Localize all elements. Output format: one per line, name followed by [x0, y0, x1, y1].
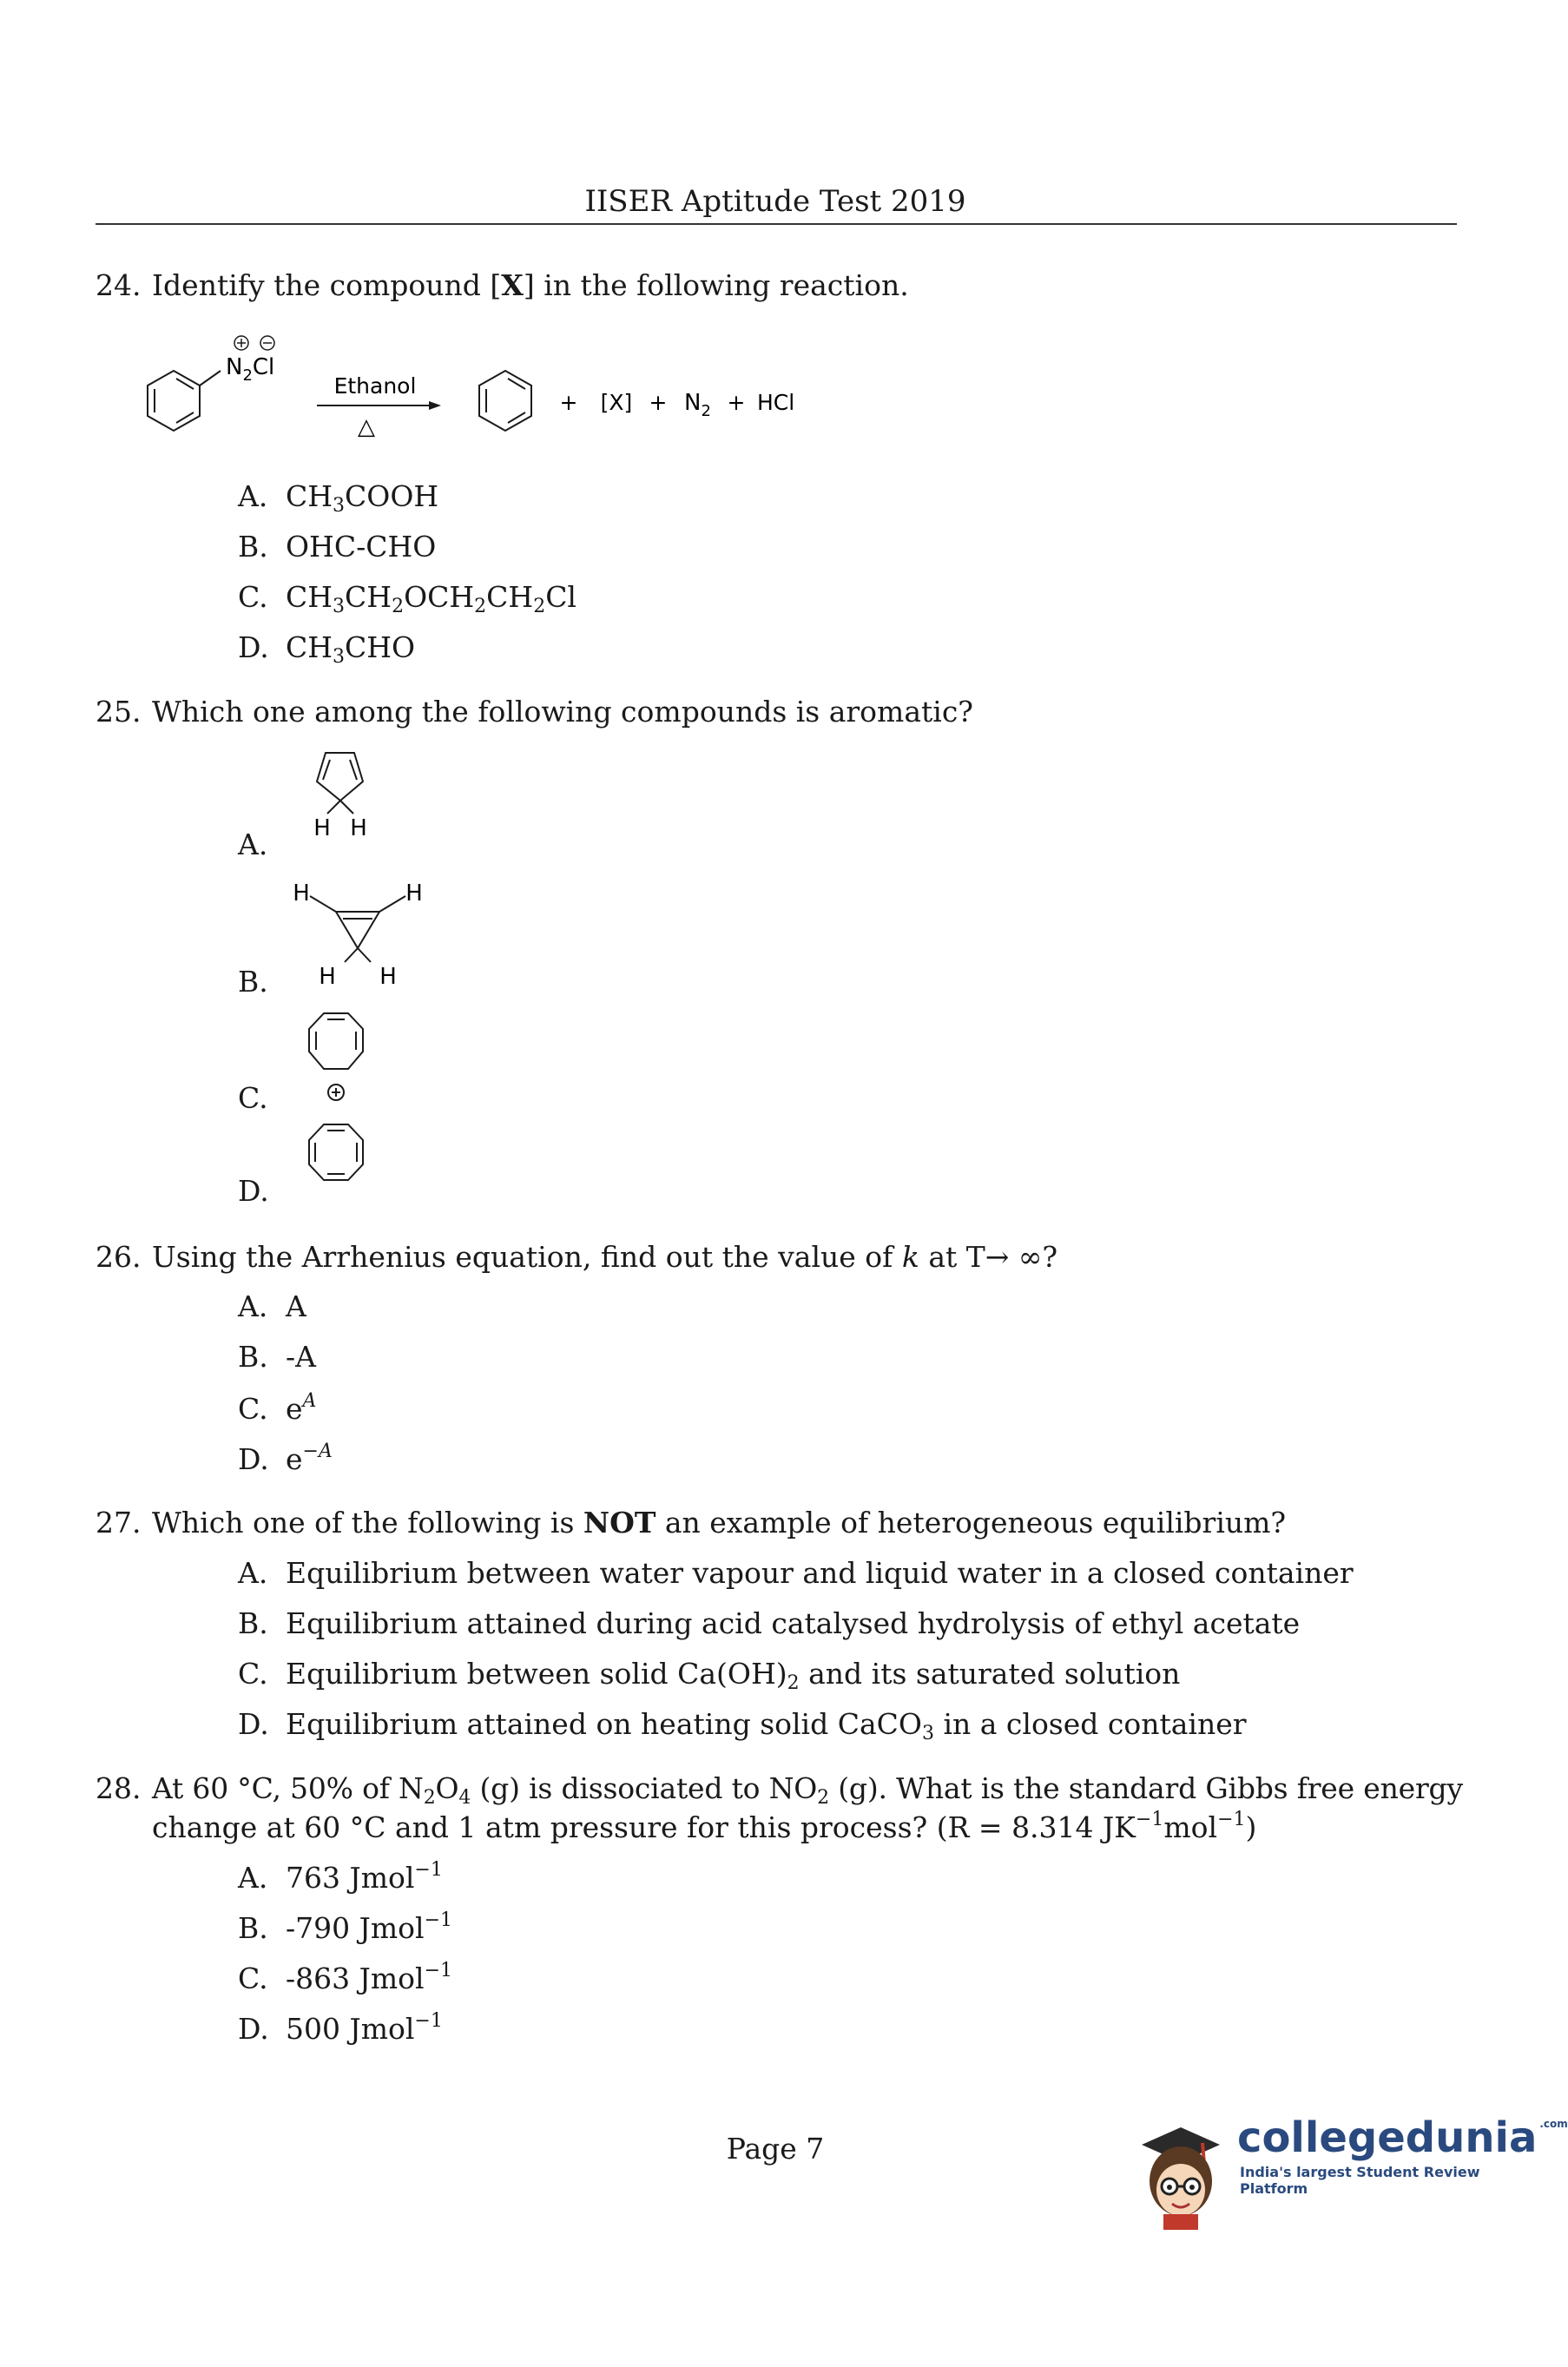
- option-25-c[interactable]: C.: [238, 1081, 268, 1115]
- option-27-c[interactable]: C. Equilibrium between solid $Ca(OH)_2$ and its saturated solution: [238, 1657, 1181, 1694]
- tropylium-structure: [282, 1003, 386, 1107]
- option-25-d[interactable]: D.: [238, 1174, 269, 1208]
- option-24-b[interactable]: B. OHC-CHO: [238, 530, 437, 564]
- option-26-a[interactable]: A. A: [238, 1289, 306, 1323]
- hcl-label: HCl: [757, 390, 795, 415]
- svg-text:H: H: [293, 880, 310, 907]
- option-27-b[interactable]: B. Equilibrium attained during acid catalysed hydrolysis of ethyl acetate: [238, 1606, 1301, 1640]
- question-26-number: 26.: [96, 1240, 142, 1274]
- n2-label: $N_2$: [684, 390, 711, 420]
- option-26-b[interactable]: B. -A: [238, 1340, 316, 1374]
- question-27-text: Which one of the following is NOT an example of heterogeneous equilibrium?: [152, 1506, 1287, 1540]
- question-28-line2: change at 60 °C and 1 atm pressure for this process? (R = 8.314 $JK^{-1}mol^{-1}$): [152, 1809, 1257, 1844]
- svg-text:H: H: [350, 815, 367, 841]
- svg-text:H: H: [379, 964, 397, 990]
- option-26-c[interactable]: C. $e^A$: [238, 1390, 317, 1426]
- option-28-d[interactable]: D. 500 Jmol$^{-1}$: [238, 2010, 443, 2046]
- x-compound-label: [X]: [600, 390, 633, 415]
- option-25-b[interactable]: B.: [238, 965, 268, 999]
- option-28-a[interactable]: A. 763 Jmol$^{-1}$: [238, 1859, 443, 1895]
- condition-ethanol: Ethanol: [333, 373, 417, 399]
- question-25-text: Which one among the following compounds is aromatic?: [152, 695, 973, 729]
- option-24-c[interactable]: C. $CH_3CH_2OCH_2CH_2Cl$: [238, 580, 576, 617]
- question-28-line1: At 60 °C, 50% of $N_2O_4$ (g) is dissociated to $NO_2$ (g). What is the standard Gibbs free energy: [152, 1771, 1463, 1809]
- cyclopentadiene-structure: [282, 742, 386, 855]
- question-28-number: 28.: [96, 1771, 142, 1805]
- heat-symbol: △: [358, 414, 375, 440]
- question-27-number: 27.: [96, 1506, 142, 1540]
- page-header: IISER Aptitude Test 2019: [584, 184, 966, 219]
- option-26-d[interactable]: D. $e^{-A}$: [238, 1441, 333, 1476]
- header-rule: [96, 223, 1457, 225]
- option-24-a[interactable]: A. $CH_3COOH$: [238, 479, 439, 517]
- option-27-a[interactable]: A. Equilibrium between water vapour and liquid water in a closed container: [238, 1556, 1354, 1590]
- diazonium-label: $N_2Cl$: [226, 354, 275, 385]
- svg-text:H: H: [405, 880, 423, 907]
- svg-text:H: H: [319, 964, 336, 990]
- question-26-text: Using the Arrhenius equation, find out the value of k at T→ ∞?: [152, 1240, 1058, 1274]
- question-25-number: 25.: [96, 695, 142, 729]
- plus-sign: +: [649, 390, 668, 415]
- option-28-c[interactable]: C. -863 Jmol$^{-1}$: [238, 1960, 453, 1995]
- diazonium-benzene-ring: [148, 371, 221, 431]
- option-24-d[interactable]: D. $CH_3CHO$: [238, 630, 416, 668]
- brand-tagline: India's largest Student Review Platform: [1240, 2164, 1480, 2197]
- reaction-scheme: [139, 326, 833, 456]
- plus-sign: +: [559, 390, 578, 415]
- benzene-product-ring: [479, 371, 531, 431]
- plus-sign: +: [727, 390, 746, 415]
- cyclopropene-structure: [282, 868, 438, 999]
- question-24-text: Identify the compound [X] in the following reaction.: [152, 268, 909, 302]
- brand-name: collegedunia $^{.com}$: [1237, 2113, 1568, 2162]
- svg-text:H: H: [313, 815, 331, 841]
- page-number: Page 7: [726, 2132, 825, 2166]
- question-24-number: 24.: [96, 268, 142, 302]
- cyclooctatetraene-structure: [282, 1116, 386, 1203]
- option-25-a[interactable]: A.: [238, 827, 268, 861]
- option-28-b[interactable]: B. -790 Jmol$^{-1}$: [238, 1909, 453, 1945]
- mascot-logo-icon: [1133, 2119, 1229, 2232]
- option-27-d[interactable]: D. Equilibrium attained on heating solid CaCO$_3$ in a closed container: [238, 1707, 1247, 1744]
